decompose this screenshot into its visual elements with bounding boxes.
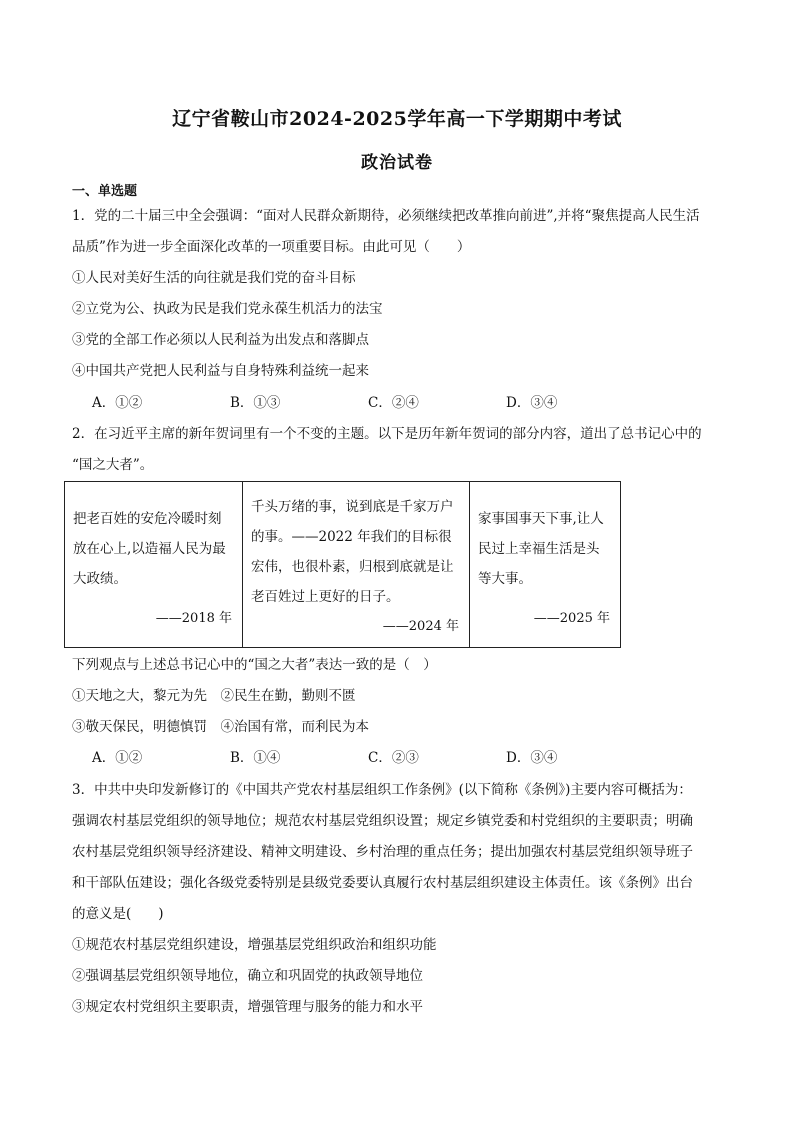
q2-stem: 下列观点与上述总书记心中的“国之大者”表达一致的是（ ） [72, 657, 437, 673]
q3-item-1: ①规范农村基层党组织建设，增强基层党组织政治和组织功能 [72, 937, 437, 953]
q1-stem-line-2: 品质”作为进一步全面深化改革的一项重要目标。由此可见（ ） [72, 239, 471, 255]
quote-table [64, 481, 621, 648]
q2-option-b[interactable]: B．①④ [230, 750, 281, 766]
quote-text: 家事国事天下事,让人 [478, 511, 604, 527]
q3-item-2: ②强调基层党组织领导地位，确立和巩固党的执政领导地位 [72, 968, 423, 984]
quote-text: 放在心上,以造福人民为最 [73, 541, 226, 557]
q1-options [92, 393, 712, 413]
q1-option-d[interactable]: D．③④ [506, 395, 558, 411]
page-subtitle: 政治试卷 [361, 153, 433, 173]
q2-stem-line-2: “国之大者”。 [72, 457, 154, 473]
quote-text: 民过上幸福生活是头 [478, 541, 600, 557]
q3-stem-line-3: 农村基层党组织领导经济建设、精神文明建设、乡村治理的重点任务；提出加强农村基层党组织领导班子 [72, 844, 693, 860]
quote-year: ——2024 年 [382, 619, 459, 634]
q3-stem-line-1: 3．中共中央印发新修订的《中国共产党农村基层组织工作条例》(以下简称《条例》)主要内容可概括为： [72, 782, 692, 798]
q2-option-a[interactable]: A．①② [92, 750, 143, 766]
q2-option-c[interactable]: C．②③ [368, 750, 419, 766]
q1-item-4: ④中国共产党把人民利益与自身特殊利益统一起来 [72, 363, 369, 379]
q2-options [92, 748, 712, 768]
quote-cell-2018 [65, 482, 243, 648]
q2-option-d[interactable]: D．③④ [506, 750, 558, 766]
q3-item-3: ③规定农村党组织主要职责，增强管理与服务的能力和水平 [72, 999, 423, 1015]
q3-stem-line-4: 和干部队伍建设；强化各级党委特别是县级党委要认真履行农村基层组织建设主体责任。该《条例》出台 [72, 875, 693, 891]
quote-cell-2024 [243, 482, 470, 648]
page-title: 辽宁省鞍山市2024-2025学年高一下学期期中考试 [172, 108, 622, 130]
q1-item-3: ③党的全部工作必须以人民利益为出发点和落脚点 [72, 332, 369, 348]
quote-cell-2025 [470, 482, 621, 648]
q2-items-line-1: ①天地之大，黎元为先 ②民生在勤，勤则不匮 [72, 688, 356, 704]
quote-year: ——2025 年 [533, 611, 610, 626]
quote-text: 大政绩。 [73, 571, 127, 587]
quote-year: ——2018 年 [155, 611, 232, 626]
q3-stem-line-5: 的意义是( ) [72, 906, 164, 922]
quote-text: 宏伟，也很朴素，归根到底就是让 [251, 559, 454, 575]
section-heading: 一、单选题 [72, 184, 138, 199]
quote-text: 老百姓过上更好的日子。 [251, 589, 400, 605]
q2-stem-line-1: 2．在习近平主席的新年贺词里有一个不变的主题。以下是历年新年贺词的部分内容，道出了总书记心中的 [72, 426, 702, 442]
quote-text: 的事。——2022 年我们的目标很 [251, 529, 452, 545]
q2-items-line-2: ③敬天保民，明德慎罚 ④治国有常，而利民为本 [72, 719, 369, 735]
q1-item-2: ②立党为公、执政为民是我们党永葆生机活力的法宝 [72, 301, 383, 317]
q1-stem-line-1: 1．党的二十届三中全会强调：“面对人民群众新期待，必须继续把改革推向前进”,并将“聚焦提高人民生活 [72, 208, 700, 224]
q1-item-1: ①人民对美好生活的向往就是我们党的奋斗目标 [72, 270, 356, 286]
q1-option-b[interactable]: B．①③ [230, 395, 281, 411]
q1-option-c[interactable]: C．②④ [368, 395, 419, 411]
quote-text: 把老百姓的安危冷暖时刻 [73, 511, 222, 527]
quote-text: 等大事。 [478, 571, 532, 587]
quote-text: 千头万绪的事，说到底是千家万户 [251, 499, 454, 515]
q1-option-a[interactable]: A．①② [92, 395, 143, 411]
q3-stem-line-2: 强调农村基层党组织的领导地位；规范农村基层党组织设置；规定乡镇党委和村党组织的主要职责；明确 [72, 813, 693, 829]
